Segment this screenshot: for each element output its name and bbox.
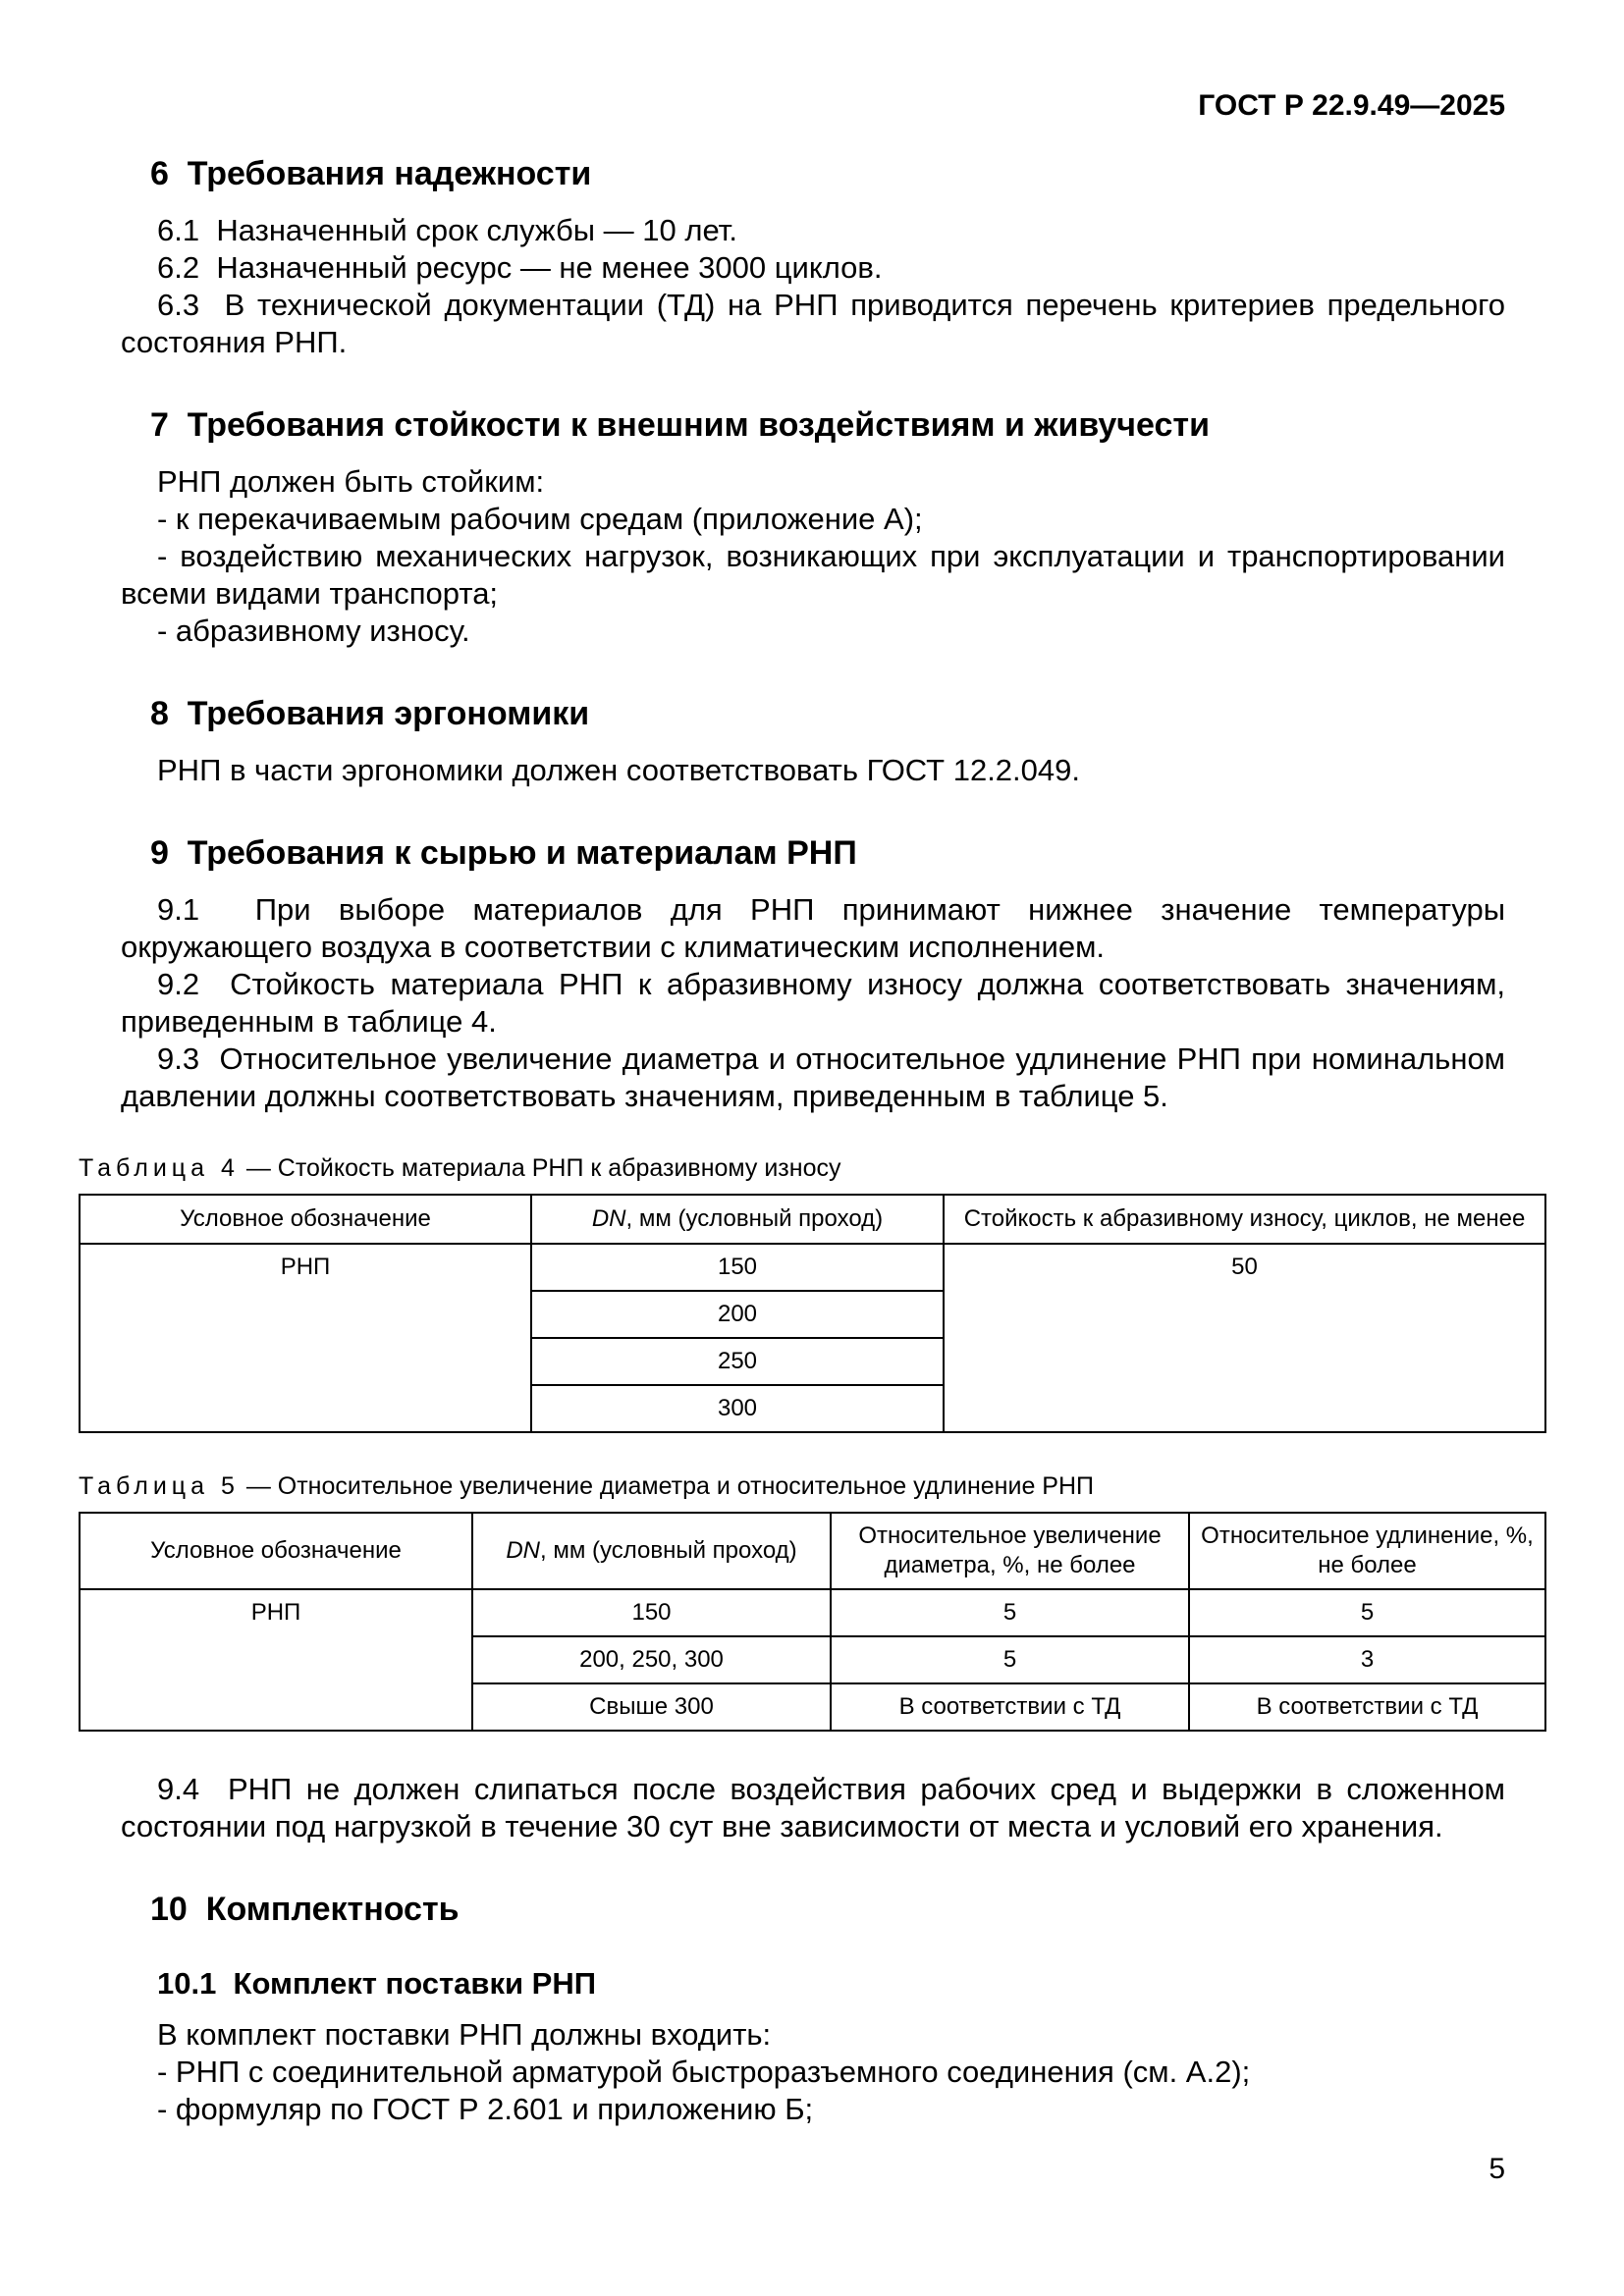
table-4-cell-endurance: 50 — [944, 1244, 1545, 1432]
table-5-header-designation: Условное обозначение — [80, 1513, 472, 1589]
table-row — [80, 1589, 1545, 1636]
table-row — [80, 1244, 1545, 1291]
table-4-header-endurance: Стойкость к абразивному износу, циклов, не менее — [944, 1195, 1545, 1244]
table-4 — [79, 1194, 1546, 1433]
table-5-cell-elongation-1: 3 — [1189, 1636, 1545, 1683]
table-5-cell-dn-2: Свыше 300 — [472, 1683, 831, 1731]
paragraph-9-3: 9.3 Относительное увеличение диаметра и относительное удлинение РНП при номинальном давлении должны соответствовать значениям, приведенным в таблице 5. — [121, 1041, 1505, 1113]
document-code: ГОСТ Р 22.9.49—2025 — [1198, 89, 1505, 122]
table-4-cell-dn-300: 300 — [531, 1385, 944, 1432]
table-5-cell-diameter-2: В соответствии с ТД — [831, 1683, 1189, 1731]
list-item-7-2: - воздействию механических нагрузок, возникающих при эксплуатации и транспортировании всеми видами транспорта; — [121, 539, 1505, 611]
page-number: 5 — [1489, 2153, 1505, 2185]
paragraph-9-2: 9.2 Стойкость материала РНП к абразивному износу должна соответствовать значениям, приведенным в таблице 4. — [121, 967, 1505, 1039]
table-4-caption-label: Таблица 4 — [79, 1154, 240, 1182]
table-4-header-designation: Условное обозначение — [80, 1195, 531, 1244]
list-item-7-3: - абразивному износу. — [157, 614, 470, 648]
paragraph-7-intro: РНП должен быть стойким: — [157, 464, 545, 499]
table-5 — [79, 1512, 1546, 1732]
table-4-cell-dn-250: 250 — [531, 1338, 944, 1385]
text-block-bottom — [121, 1771, 1505, 2128]
table-5-header-elongation: Относительное удлинение, %, не более — [1189, 1513, 1545, 1589]
table-4-caption — [79, 1152, 1546, 1184]
section-7-heading: 7 Требования стойкости к внешним воздействиям и живучести — [150, 406, 1210, 444]
table-4-cell-dn-150: 150 — [531, 1244, 944, 1291]
table-4-header-dn — [531, 1195, 944, 1244]
table-5-caption-text: — Относительное увеличение диаметра и относительное удлинение РНП — [239, 1472, 1094, 1500]
table-5-cell-dn-0: 150 — [472, 1589, 831, 1636]
table-5-cell-elongation-0: 5 — [1189, 1589, 1545, 1636]
table-5-header-row — [80, 1513, 1545, 1589]
paragraph-10-intro: В комплект поставки РНП должны входить: — [157, 2017, 772, 2052]
table-5-header-dn — [472, 1513, 831, 1589]
table-5-cell-dn-1: 200, 250, 300 — [472, 1636, 831, 1683]
section-9-heading: 9 Требования к сырью и материалам РНП — [150, 834, 857, 872]
paragraph-9-4: 9.4 РНП не должен слипаться после воздействия рабочих сред и выдержки в сложенном состоянии под нагрузкой в течение 30 сут вне зависимости от места и условий его хранения. — [121, 1772, 1505, 1843]
table-4-caption-text: — Стойкость материала РНП к абразивному износу — [239, 1154, 841, 1182]
table-5-caption-label: Таблица 5 — [79, 1472, 240, 1500]
section-10-heading: 10 Комплектность — [150, 1891, 460, 1928]
paragraph-9-1: 9.1 При выборе материалов для РНП принимают нижнее значение температуры окружающего воздуха в соответствии с климатическим исполнением. — [121, 892, 1505, 964]
table-5-cell-diameter-1: 5 — [831, 1636, 1189, 1683]
section-6-heading: 6 Требования надежности — [150, 155, 592, 192]
table-5-caption — [79, 1470, 1546, 1502]
table-4-cell-designation: РНП — [80, 1244, 531, 1432]
table-5-cell-diameter-0: 5 — [831, 1589, 1189, 1636]
paragraph-6-2: 6.2 Назначенный ресурс — не менее 3000 циклов. — [157, 250, 883, 285]
paragraph-8: РНП в части эргономики должен соответствовать ГОСТ 12.2.049. — [157, 753, 1080, 787]
table-4-header-row — [80, 1195, 1545, 1244]
table-5-header-diameter: Относительное увеличение диаметра, %, не более — [831, 1513, 1189, 1589]
dn-symbol: DN — [506, 1537, 540, 1564]
list-item-7-1: - к перекачиваемым рабочим средам (приложение А); — [157, 502, 923, 536]
paragraph-6-3: 6.3 В технической документации (ТД) на РНП приводится перечень критериев предельного состояния РНП. — [121, 288, 1505, 359]
section-8-heading: 8 Требования эргономики — [150, 695, 590, 732]
table-4-header-dn-rest: , мм (условный проход) — [625, 1205, 884, 1232]
table-5-cell-designation: РНП — [80, 1589, 472, 1731]
subsection-10-1-heading: 10.1 Комплект поставки РНП — [157, 1966, 597, 2001]
list-item-10-2: - формуляр по ГОСТ Р 2.601 и приложению Б; — [157, 2092, 814, 2126]
paragraph-6-1: 6.1 Назначенный срок службы — 10 лет. — [157, 213, 738, 247]
dn-symbol: DN — [591, 1205, 626, 1232]
list-item-10-1: - РНП с соединительной арматурой быстроразъемного соединения (см. А.2); — [157, 2055, 1251, 2089]
table-5-header-dn-rest: , мм (условный проход) — [540, 1537, 797, 1564]
table-5-cell-elongation-2: В соответствии с ТД — [1189, 1683, 1545, 1731]
text-block-top — [121, 153, 1505, 1115]
table-4-cell-dn-200: 200 — [531, 1291, 944, 1338]
